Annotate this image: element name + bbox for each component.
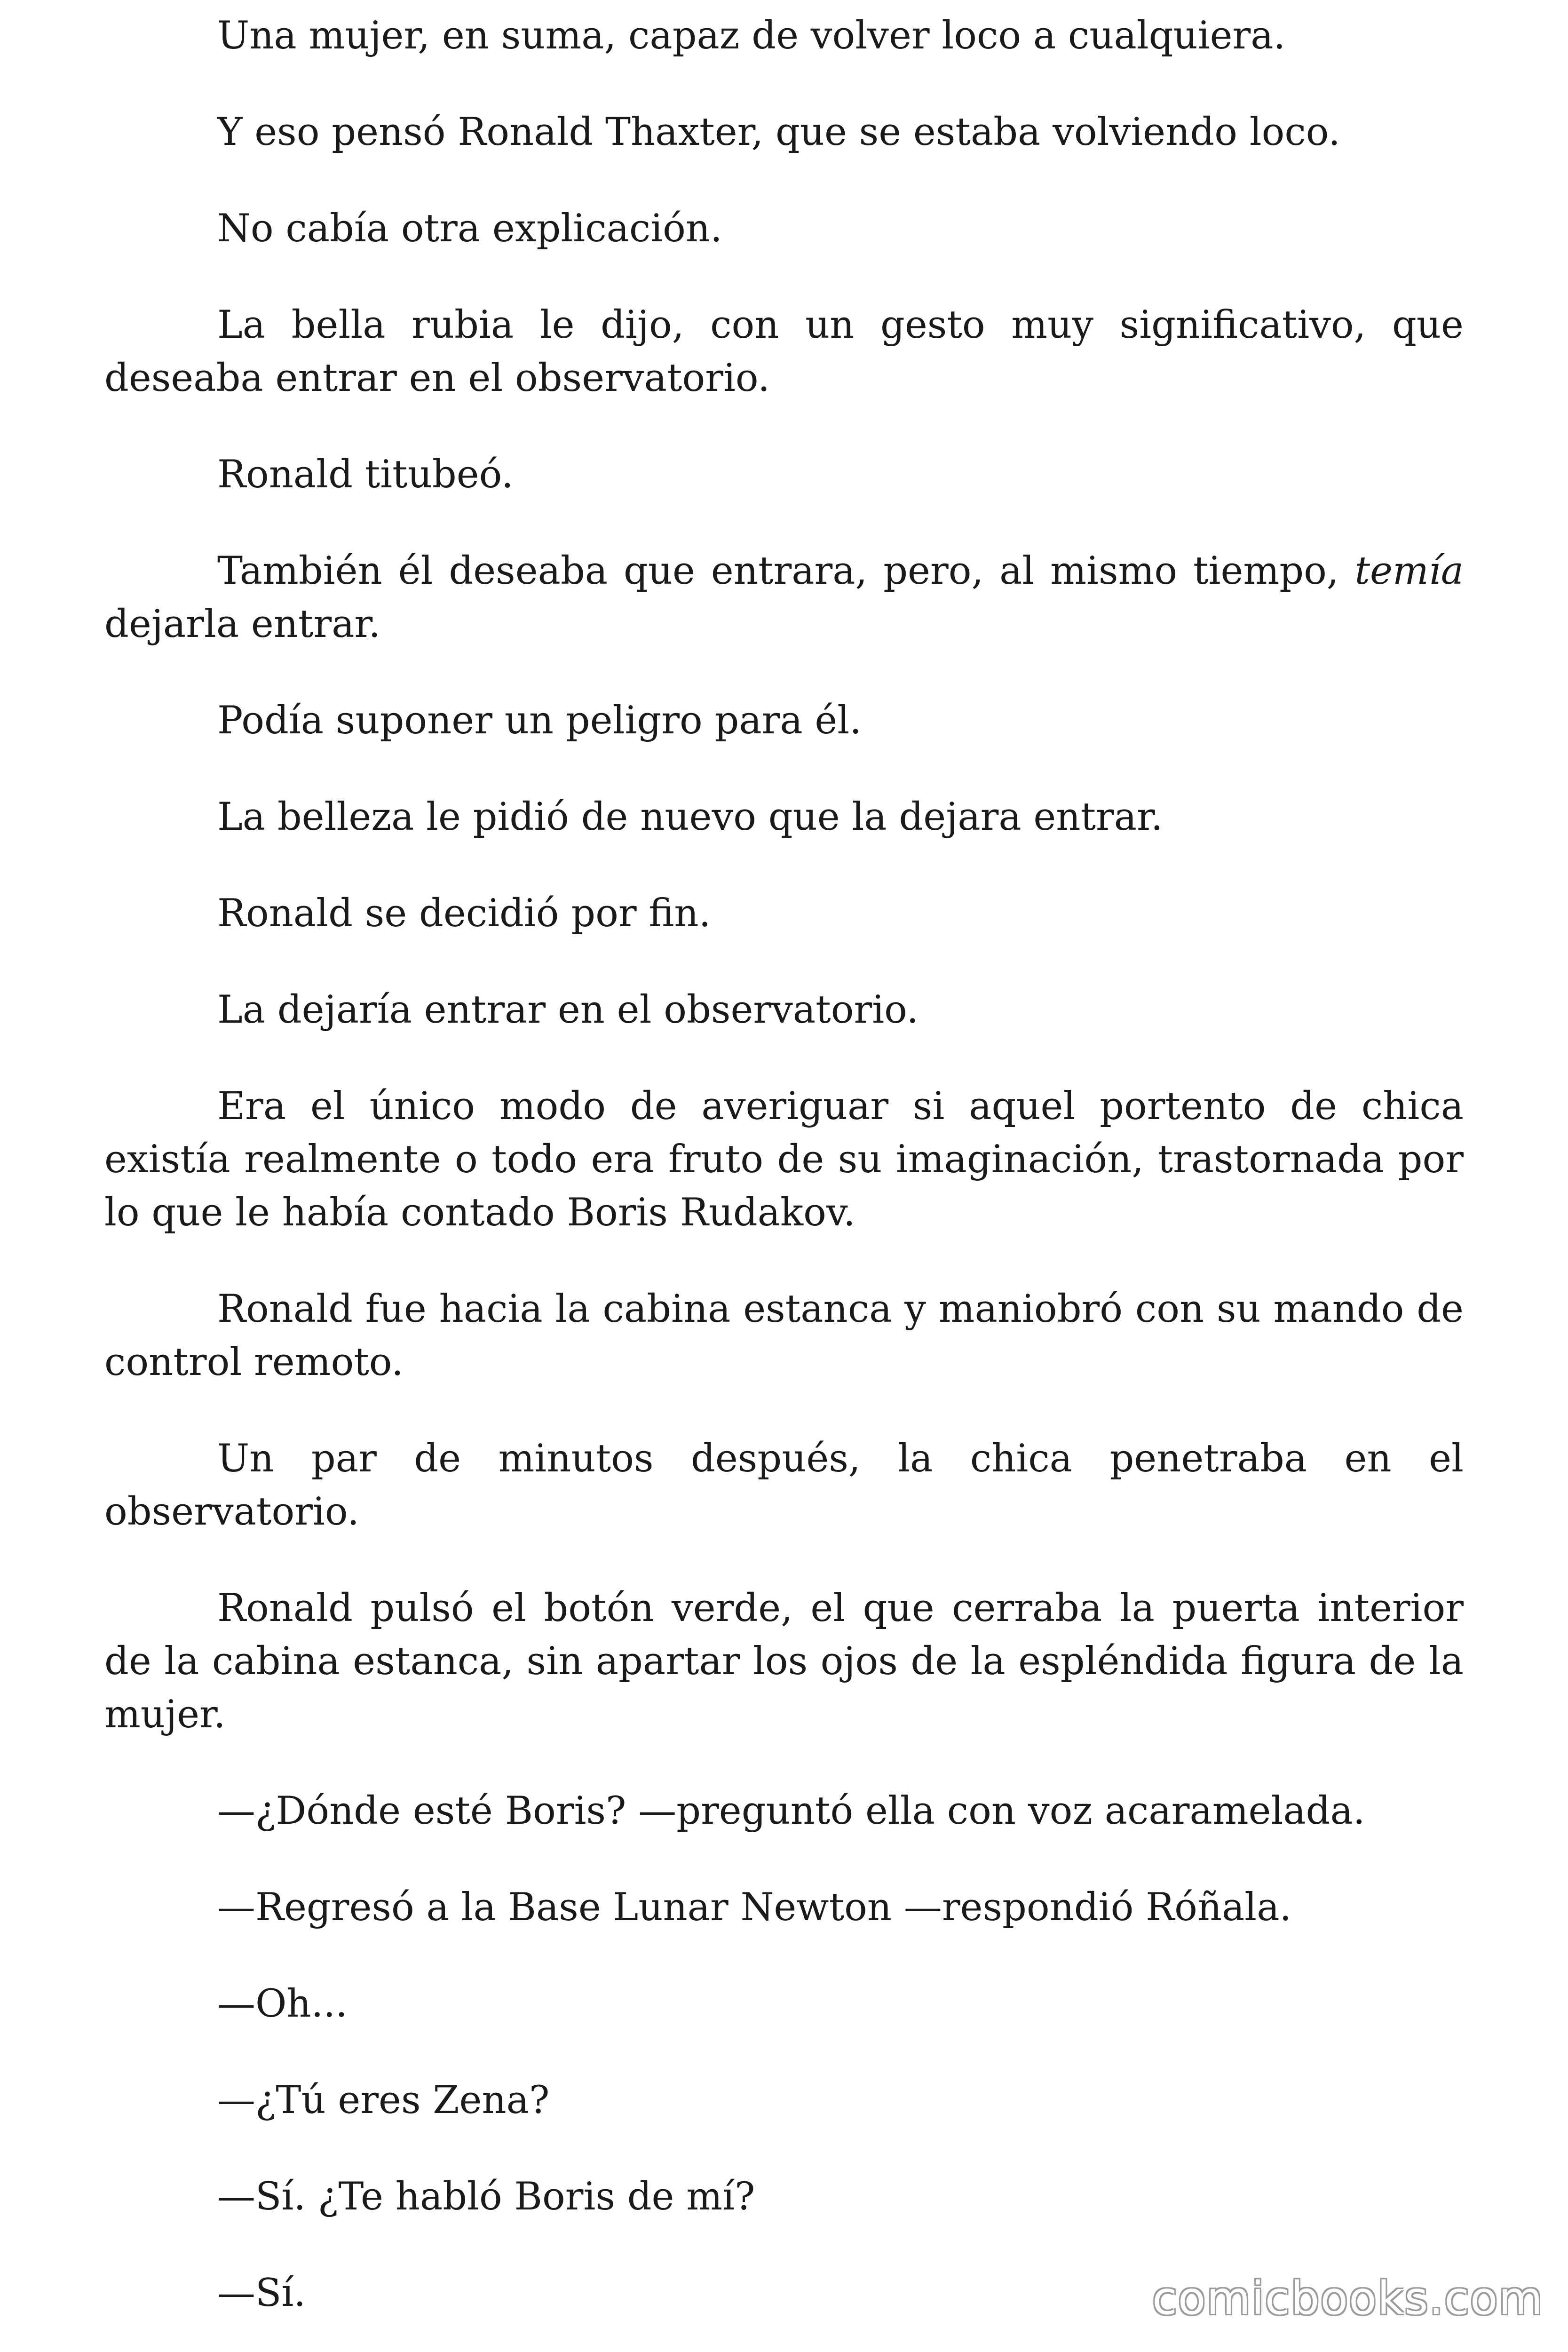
paragraph: Ronald fue hacia la cabina estanca y maniobró con su mando de control remoto. xyxy=(104,1287,1464,1384)
paragraph: Ronald titubeó. xyxy=(217,453,514,497)
paragraph: La bella rubia le dijo, con un gesto muy significativo, que deseaba entrar en el observatorio. xyxy=(104,303,1464,400)
dialogue-line: —Sí. ¿Te habló Boris de mí? xyxy=(217,2175,755,2219)
emphasized-word: temía xyxy=(1354,549,1464,593)
paragraph: Un par de minutos después, la chica penetraba en el observatorio. xyxy=(104,1437,1464,1534)
paragraph: Ronald se decidió por fin. xyxy=(217,891,711,936)
page-body xyxy=(104,9,1464,2352)
dialogue-line: —Oh... xyxy=(217,1982,348,2026)
paragraph-with-emphasis xyxy=(104,545,1464,651)
dialogue-line: —Regresó a la Base Lunar Newton —respondió Róñala. xyxy=(217,1885,1292,1930)
paragraph: Ronald pulsó el botón verde, el que cerraba la puerta interior de la cabina estanca, sin apartar los ojos de la espléndida figura de la mujer. xyxy=(104,1586,1464,1737)
paragraph: No cabía otra explicación. xyxy=(217,207,722,251)
paragraph: Era el único modo de averiguar si aquel portento de chica existía realmente o todo era fruto de su imaginación, trastornada por lo que le había contado Boris Rudakov. xyxy=(104,1084,1464,1235)
paragraph-text-after: dejarla entrar. xyxy=(104,602,381,646)
paragraph: Una mujer, en suma, capaz de volver loco a cualquiera. xyxy=(217,14,1286,58)
paragraph: La belleza le pidió de nuevo que la dejara entrar. xyxy=(217,795,1163,839)
dialogue-line: —¿Tú eres Zena? xyxy=(217,2078,550,2122)
dialogue-line: —Sí. xyxy=(217,2271,306,2315)
paragraph: Podía suponer un peligro para él. xyxy=(217,699,862,743)
paragraph-text-before: También él deseaba que entrara, pero, al mismo tiempo, xyxy=(217,549,1355,593)
dialogue-line: —¿Dónde esté Boris? —preguntó ella con voz acaramelada. xyxy=(217,1789,1365,1833)
watermark: comicbooks.com xyxy=(1152,2272,1544,2325)
paragraph: Y eso pensó Ronald Thaxter, que se estaba volviendo loco. xyxy=(217,110,1340,154)
paragraph: La dejaría entrar en el observatorio. xyxy=(217,988,919,1032)
